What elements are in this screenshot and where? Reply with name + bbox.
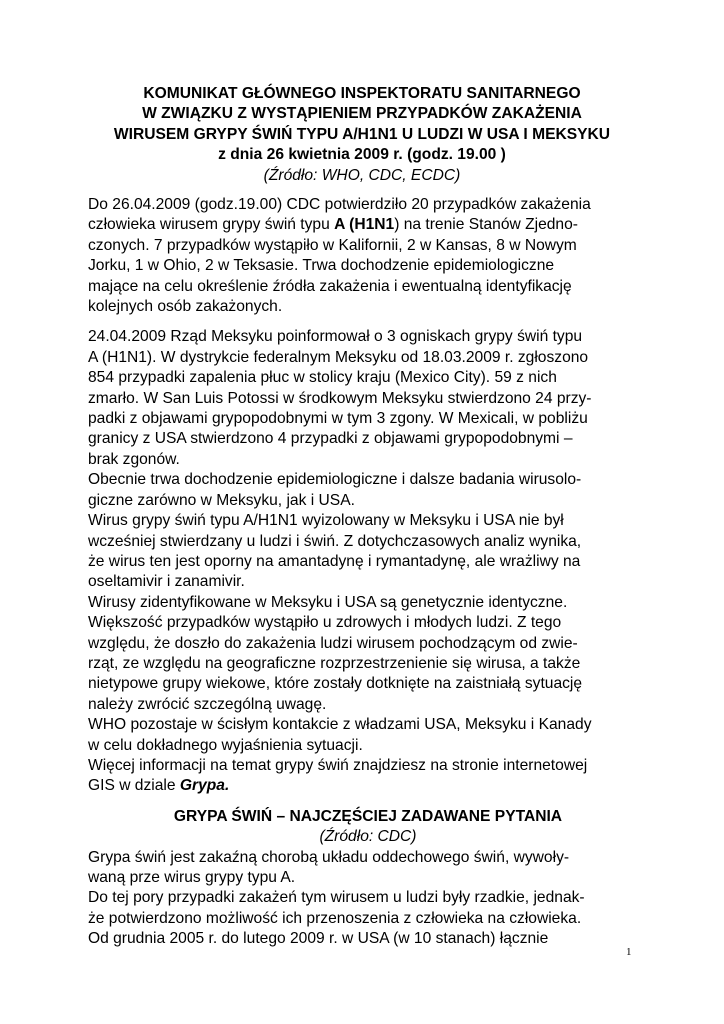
text-line: 24.04.2009 Rząd Meksyku poinformował o 3 ogniskach grypy świń typu bbox=[88, 328, 583, 346]
paragraph-cdc bbox=[88, 195, 648, 317]
title-line-3: WIRUSEM GRYPY ŚWIŃ TYPU A/H1N1 U LUDZI W USA I MEKSYKU bbox=[113, 125, 611, 143]
text-line: zmarło. W San Luis Potossi w środkowym Meksyku stwierdzono 24 przy- bbox=[88, 389, 592, 407]
text-line: należy zwrócić szczególną uwagę. bbox=[88, 695, 327, 713]
text-line: rząt, ze względu na geograficzne rozprzestrzenienie się wirusa, a także bbox=[88, 654, 581, 672]
text-line: Większość przypadków wystąpiło u zdrowych i młodych ludzi. Z tego bbox=[88, 614, 562, 632]
text-line: padki z objawami grypopodobnymi w tym 3 zgony. W Mexicali, w pobliżu bbox=[88, 410, 588, 428]
text-line: brak zgonów. bbox=[88, 450, 180, 468]
text-line: oseltamivir i zanamivir. bbox=[88, 573, 245, 591]
text-line: Wirusy zidentyfikowane w Meksyku i USA są genetycznie identyczne. bbox=[88, 593, 568, 611]
text-line: nietypowe grupy wiekowe, które zostały dotknięte na zaistniałą sytuację bbox=[88, 675, 583, 693]
text-line: Obecnie trwa dochodzenie epidemiologiczne i dalsze badania wirusolo- bbox=[88, 471, 582, 489]
text-line: Więcej informacji na temat grypy świń znajdziesz na stronie internetowej bbox=[88, 756, 588, 774]
text-line bbox=[88, 215, 648, 235]
text-line: Do 26.04.2009 (godz.19.00) CDC potwierdziło 20 przypadków zakażenia bbox=[88, 196, 591, 213]
section-title: GRYPA ŚWIŃ – NAJCZĘŚCIEJ ZADAWANE PYTANIA bbox=[173, 807, 563, 825]
header-source: (Źródło: WHO, CDC, ECDC) bbox=[263, 166, 461, 184]
text-line: Od grudnia 2005 r. do lutego 2009 r. w USA (w 10 stanach) łącznie bbox=[88, 930, 549, 948]
text-line: 854 przypadki zapalenia płuc w stolicy kraju (Mexico City). 59 z nich bbox=[88, 369, 557, 387]
text-line: czonych. 7 przypadków wystąpiło w Kalifornii, 2 w Kansas, 8 w Nowym bbox=[88, 236, 577, 254]
faq-section bbox=[88, 807, 648, 950]
title-date-line: z dnia 26 kwietnia 2009 r. (godz. 19.00 ) bbox=[218, 146, 506, 164]
text-span: ) na trenie Stanów Zjedno- bbox=[394, 216, 578, 234]
text-line: Do tej pory przypadki zakażeń tym wirusem u ludzi były rzadkie, jednak- bbox=[88, 889, 585, 907]
text-span: GIS w dziale bbox=[88, 777, 180, 795]
paragraph-gap bbox=[88, 797, 648, 807]
text-line: wcześniej stwierdzany u ludzi i świń. Z dotychczasowych analiz wynika, bbox=[88, 532, 582, 550]
text-line: giczne zarówno w Meksyku, jak i USA. bbox=[88, 491, 355, 509]
title-line-1: KOMUNIKAT GŁÓWNEGO INSPEKTORATU SANITARNEGO bbox=[143, 85, 581, 102]
text-line: kolejnych osób zakażonych. bbox=[88, 298, 283, 316]
text-line: Wirus grypy świń typu A/H1N1 wyizolowany w Meksyku i USA nie był bbox=[88, 512, 564, 530]
paragraph-gap bbox=[88, 317, 648, 327]
text-line: waną prze wirus grypy typu A. bbox=[88, 869, 296, 886]
virus-type-bold: A (H1N1 bbox=[334, 216, 395, 234]
section-source: (Źródło: CDC) bbox=[319, 828, 417, 846]
text-line: granicy z USA stwierdzono 4 przypadki z objawami grypopodobnymi – bbox=[88, 430, 573, 448]
text-span: człowieka wirusem grypy świń typu bbox=[88, 216, 335, 234]
text-line: Jorku, 1 w Ohio, 2 w Teksasie. Trwa dochodzenie epidemiologiczne bbox=[88, 257, 555, 275]
title-line-2: W ZWIĄZKU Z WYSTĄPIENIEM PRZYPADKÓW ZAKAŻENIA bbox=[142, 105, 582, 123]
grypa-section-ref: Grypa. bbox=[179, 777, 230, 795]
text-line: względu, że doszło do zakażenia ludzi wirusem pochodzącym od zwie- bbox=[88, 634, 578, 652]
text-line: że potwierdzono możliwość ich przenoszenia z człowieka na człowieka. bbox=[88, 909, 582, 927]
paragraph-mexico bbox=[88, 327, 648, 796]
text-line bbox=[88, 776, 648, 796]
text-line: Grypa świń jest zakaźną chorobą układu oddechowego świń, wywoły- bbox=[88, 848, 570, 866]
page-number: 1 bbox=[626, 946, 632, 958]
text-line: mające na celu określenie źródła zakażenia i ewentualną identyfikację bbox=[88, 277, 572, 295]
text-line: A (H1N1). W dystrykcie federalnym Meksyku od 18.03.2009 r. zgłoszono bbox=[88, 348, 589, 366]
document-body bbox=[88, 195, 648, 950]
text-line: w celu dokładnego wyjaśnienia sytuacji. bbox=[88, 736, 363, 754]
text-line: WHO pozostaje w ścisłym kontakcie z władzami USA, Meksyku i Kanady bbox=[88, 716, 592, 734]
text-line: że wirus ten jest oporny na amantadynę i rymantadynę, ale wrażliwy na bbox=[88, 552, 581, 570]
document-header bbox=[0, 84, 724, 186]
